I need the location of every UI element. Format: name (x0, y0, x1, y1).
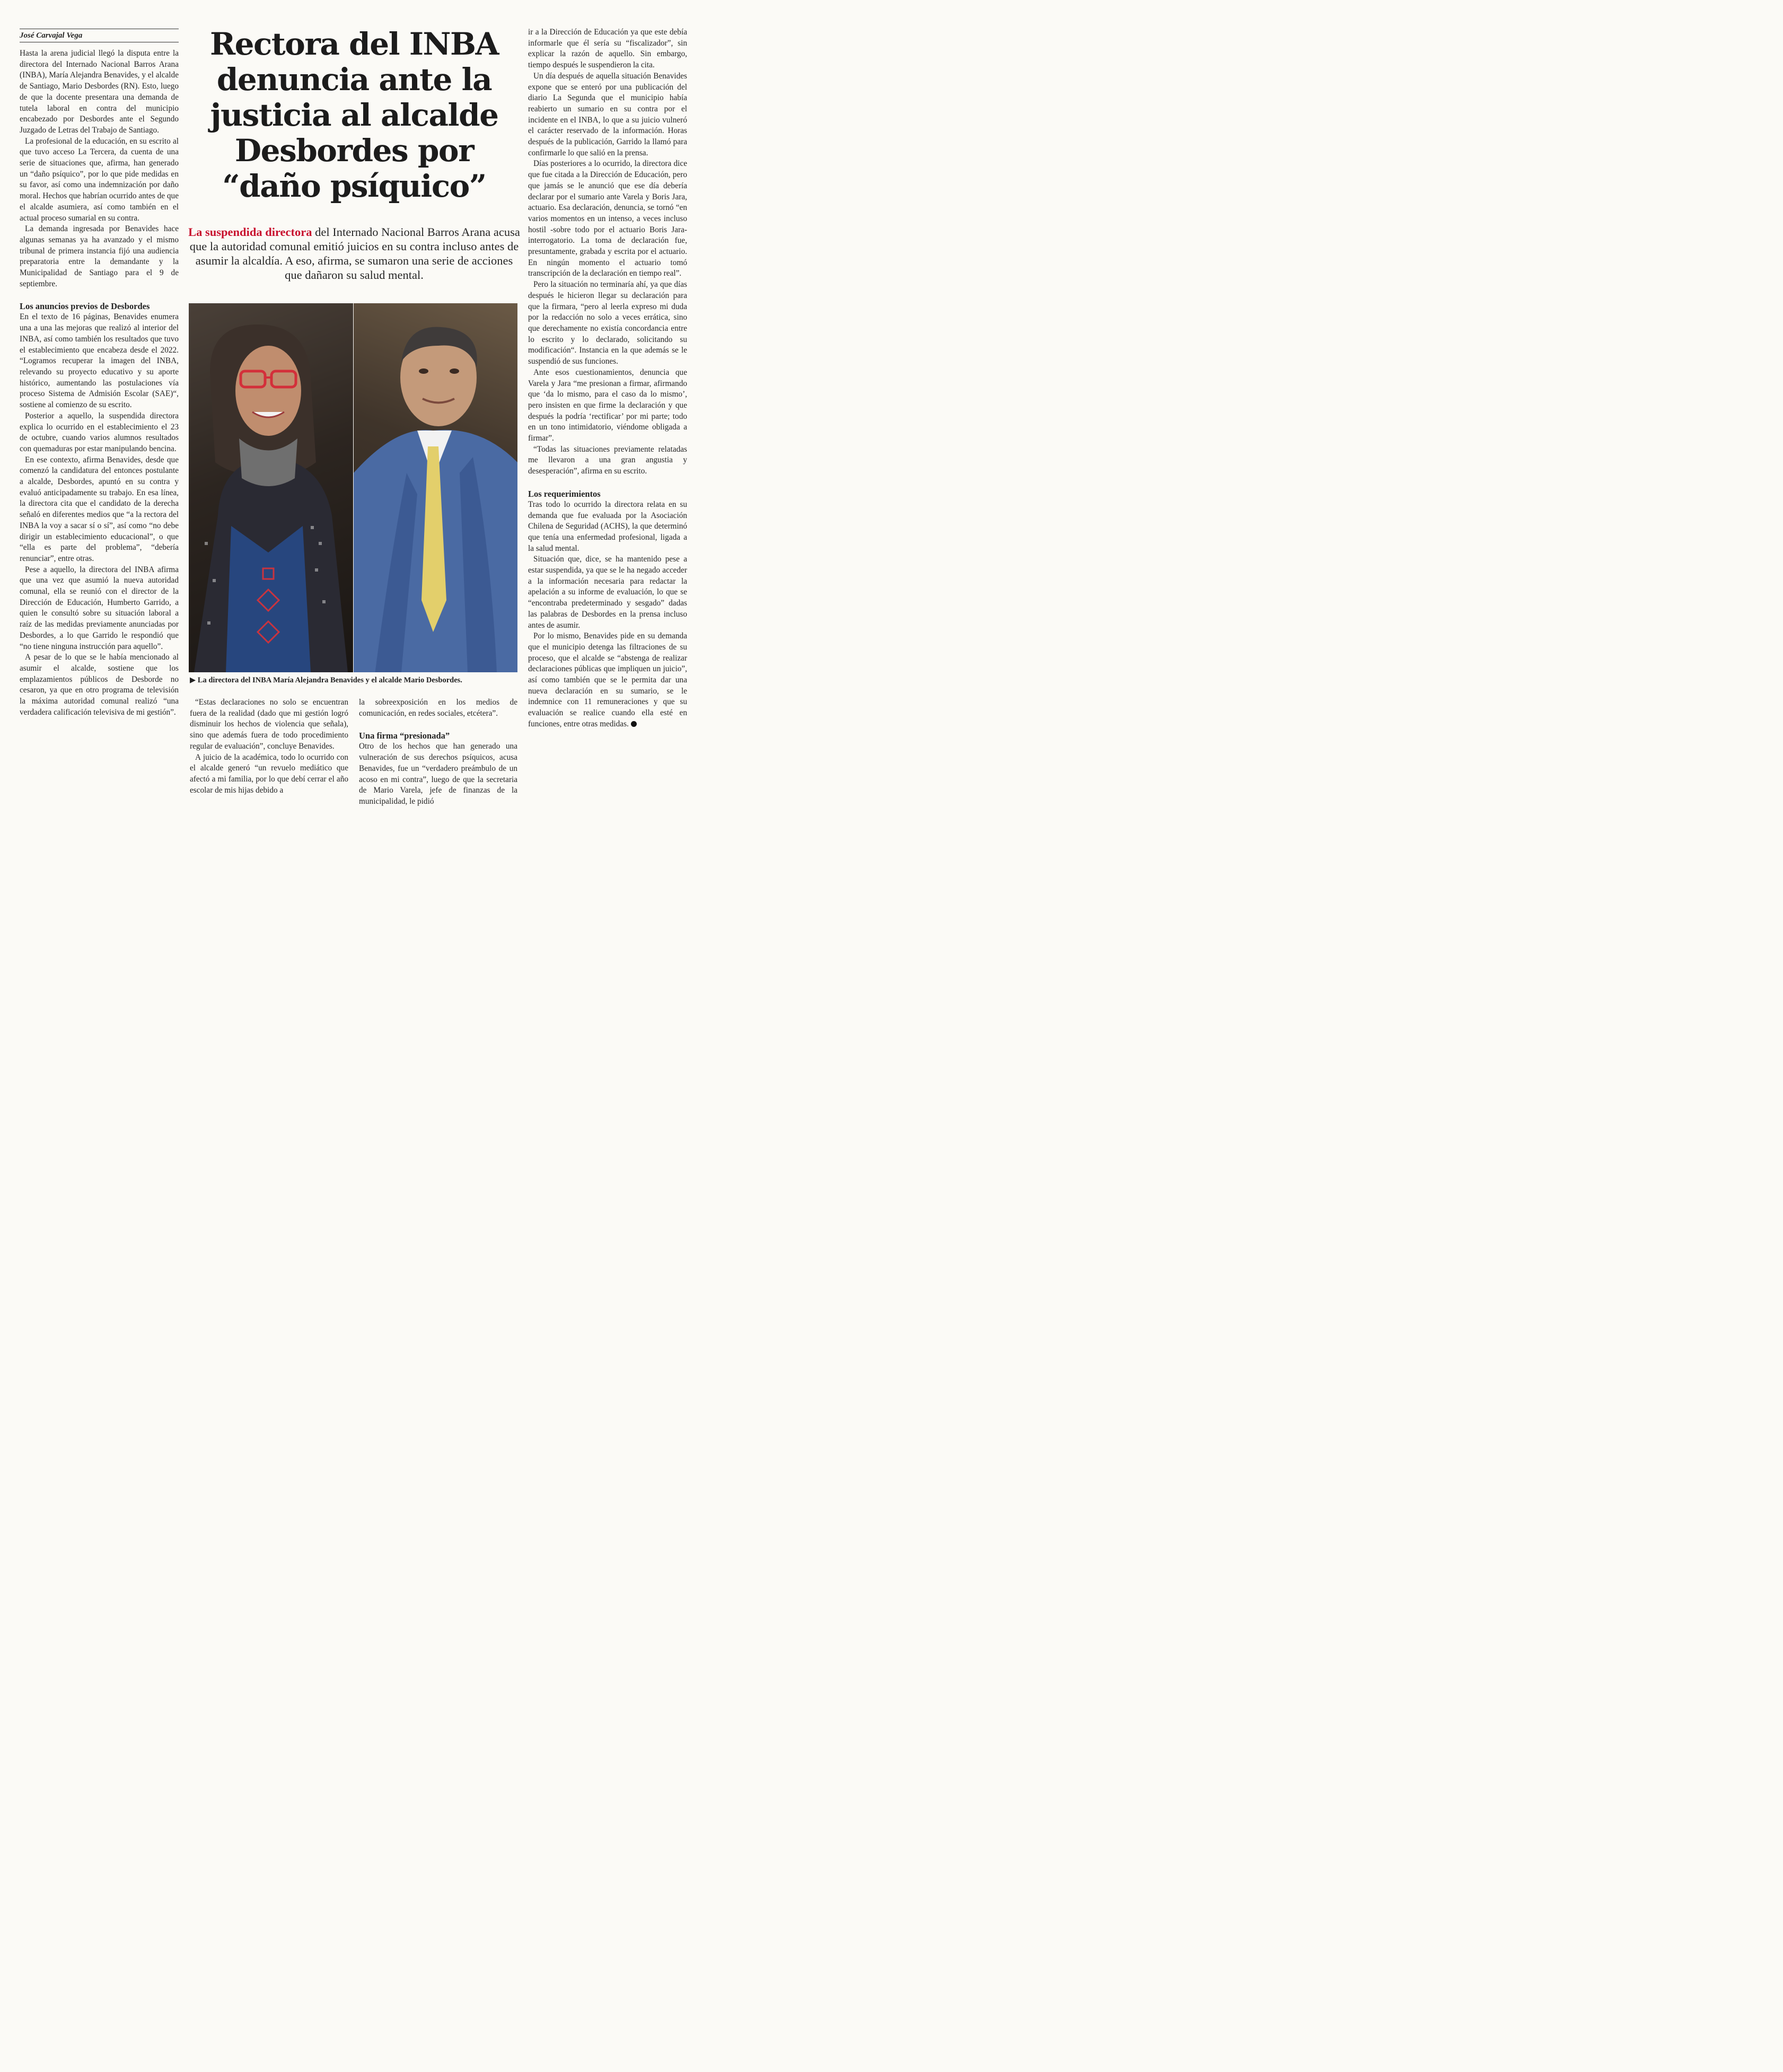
paragraph: Un día después de aquella situación Benavides expone que se enteró por una publicación del diario La Segunda que el municipio había reabierto un sumario en su contra por el incidente en el INBA, lo que a su juicio vulneró el carácter reservado de la información. Horas después de la publicación, Garrido la llamó para confirmarle lo que salió en la prensa. (528, 71, 687, 157)
photo-caption: ▶ La directora del INBA María Alejandra Benavides y el alcalde Mario Desbordes. (190, 676, 462, 684)
paragraph: La profesional de la educación, en su escrito al que tuvo acceso La Tercera, da cuenta de una serie de situaciones que, afirma, han generado un “daño psíquico”, por lo que pide medidas en su favor, así como una indemnización por daño moral. Hechos que habrían ocurrido antes de que el alcalde asumiera, así como también en el actual proceso sumarial en su contra. (20, 136, 179, 223)
paragraph: ir a la Dirección de Educación ya que este debía informarle que él sería su “fiscalizador”, sin explicar la razón de aquello. Sin embargo, tiempo después le suspendieron la cita. (528, 28, 687, 70)
paragraph: Otro de los hechos que han generado una vulneración de sus derechos psíquicos, acusa Benavides, fue un “verdadero preámbulo de un acoso en mi contra”, luego de que la secretaria de Mario Varela, jefe de finanzas de la municipalidad, le pidió (359, 742, 517, 806)
paragraph: Situación que, dice, se ha mantenido pese a estar suspendida, ya que se le ha negado acceder a la información necesaria para redactar la apelación a su informe de evaluación, lo que se “encontraba predeterminado y sesgado” dadas las palabras de Desbordes en la prensa incluso antes de asumir. (528, 555, 687, 630)
paragraph: Días posteriores a lo ocurrido, la directora dice que fue citada a la Dirección de Educación, pero que jamás se le anunció que ese día debería declarar por el sumario ante Varela y Boris Jara, actuario. Esa declaración, denuncia, se tornó “en varios momentos en un intenso, a veces incluso hostil -sobre todo por el actuario Boris Jara- interrogatorio. La toma de declaración fue, presuntamente, grabada y escrita por el actuario. En ningún momento el actuario tomó transcripción de la declaración en tiempo real”. (528, 159, 687, 278)
photo-mayor-desbordes (354, 303, 517, 672)
headline: Rectora del INBA denuncia ante la justicia al alcalde Desbordes por “daño psíquico” (209, 26, 499, 204)
article-column-mid2 (359, 697, 517, 807)
article-column-left (20, 48, 179, 718)
article-column-right (528, 27, 687, 730)
section-heading: Los requerimientos (528, 488, 601, 499)
paragraph: La demanda ingresada por Benavides hace algunas semanas ya ha avanzado y el mismo tribunal de primera instancia fijó una audiencia preparatoria entre la demandante y la Municipalidad de Santiago para el 9 de septiembre. (20, 224, 179, 288)
paragraph: Pero la situación no terminaría ahí, ya que días después le hicieron llegar su declaración para que la firmara, “pero al leerla expreso mi duda por la redacción no solo a veces errática, sino que derechamente no existía concordancia entre lo escrito y lo declarado, solicitando su modificación“. Instancia en la que además se le suspendió de sus funciones. (528, 280, 687, 366)
byline: José Carvajal Vega (20, 29, 179, 42)
lede-highlight: La suspendida directora (188, 225, 312, 239)
end-mark-icon (631, 721, 637, 727)
paragraph: Pese a aquello, la directora del INBA afirma que una vez que asumió la nueva autoridad comunal, ella se reunió con el director de la Dirección de Educación, Humberto Garrido, a quien le consultó sobre su situación laboral a raíz de las medidas previamente anunciadas por Desbordes, a lo que Garrido le respondió que “no tiene ninguna instrucción para aquello”. (20, 565, 179, 651)
paragraph: la sobreexposición en los medios de comunicación, en redes sociales, etcétera”. (359, 698, 517, 718)
section-heading: Los anuncios previos de Desbordes (20, 301, 150, 312)
paragraph-last (528, 631, 687, 730)
paragraph: En el texto de 16 páginas, Benavides enumera una a una las mejoras que realizó al interior del INBA, así como también los resultados que tuvo el establecimiento que encabeza desde el 2022. “Logramos recuperar la imagen del INBA, relevando su proyecto educativo y su aporte histórico, aumentando las postulaciones vía proceso Sistema de Admisión Escolar (SAE)“, sostiene al comienzo de su escrito. (20, 312, 179, 410)
paragraph: Hasta la arena judicial llegó la disputa entre la directora del Internado Nacional Barros Arana (INBA), María Alejandra Benavides, y el alcalde de Santiago, Mario Desbordes (RN). Esto, luego de que la docente presentara una demanda de tutela laboral en contra del municipio encabezado por Desbordes ante el Segundo Juzgado de Letras del Trabajo de Santiago. (20, 49, 179, 135)
portrait-man-illustration (354, 303, 517, 672)
paragraph: Posterior a aquello, la suspendida directora explica lo ocurrido en el establecimiento el 23 de octubre, cuando varios alumnos resultados con quemaduras por estar manipulando bencina. (20, 411, 179, 453)
paragraph: En ese contexto, afirma Benavides, desde que comenzó la candidatura del entonces postulante a alcalde, Desbordes, apuntó en su contra y evaluó anticipadamente su trabajo. En esa línea, la directora cita que el candidato de la derecha señaló en diferentes medios que “a la rectora del INBA la voy a sacar sí o sí”, así como “no debe dirigir un establecimiento educacional”, o que “ella es parte del problema”, “debería renunciar”, entre otras. (20, 455, 179, 563)
section-heading: Una firma “presionada” (359, 731, 450, 741)
paragraph: “Todas las situaciones previamente relatadas me llevaron a una gran angustia y desesperación”, afirma en su escrito. (528, 444, 687, 476)
lede-text: del Internado Nacional Barros Arana acusa que la autoridad comunal emitió juicios en su contra incluso antes de asumir la alcaldía. A eso, afirma, se sumaron una serie de acciones que dañaron su salud mental. (189, 225, 520, 282)
paragraph: “Estas declaraciones no solo se encuentran fuera de la realidad (dado que mi gestión logró disminuir los hechos de violencia que señala), sino que además fuera de todo procedimiento regular de evaluación”, concluye Benavides. (190, 698, 348, 751)
paragraph: A juicio de la académica, todo lo ocurrido con el alcalde generó “un revuelo mediático que afectó a mi familia, por lo que debí cerrar el año escolar de mis hijas debido a (190, 752, 348, 795)
photo-director-benavides (189, 303, 353, 672)
article-column-mid1 (190, 697, 348, 796)
paragraph-text: Por lo mismo, Benavides pide en su demanda que el municipio detenga las filtraciones de su proceso, que el alcalde se “abstenga de realizar declaraciones públicas que impliquen un juicio”, así como también que se le permita dar una nueva declaración en su sumario, se le indemnice con 11 remuneraciones y que su evaluación se realice cuando ella esté en funciones, entre otras medidas. (528, 631, 687, 728)
paragraph: Ante esos cuestionamientos, denuncia que Varela y Jara “me presionan a firmar, afirmando que ‘da lo mismo, para el caso da lo mismo’, pero insisten en que firme la declaración y que después la podría ‘rectificar’ por mi parte; todo en un tono intimidatorio, viéndome obligada a firmar”. (528, 367, 687, 443)
paragraph: Tras todo lo ocurrido la directora relata en su demanda que fue evaluada por la Asociación Chilena de Seguridad (ACHS), la que determinó que tenía una enfermedad profesional, ligada a la salud mental. (528, 499, 687, 553)
portrait-woman-illustration (189, 303, 353, 672)
lede (187, 225, 522, 282)
paragraph: A pesar de lo que se le había mencionado al asumir el alcalde, sostiene que los emplazamientos públicos de Desborde no cesaron, ya que en otro programa de televisión la máxima autoridad comunal realizó “una verdadera calificación televisiva de mi gestión”. (20, 653, 179, 717)
